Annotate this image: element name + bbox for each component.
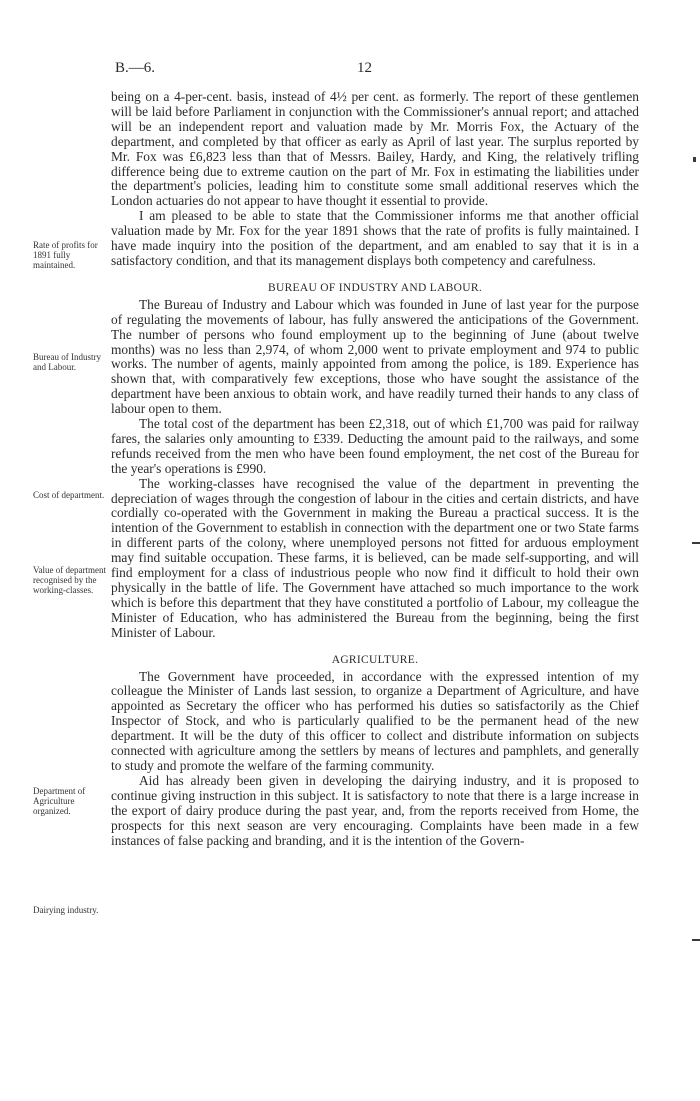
margin-note-bureau: Bureau of Industry and Labour. [33,352,101,372]
paragraph-agriculture: The Government have proceeded, in accordance with the expressed intention of my colleague the Minister of Lands last session, to organize a Department of Agriculture, and have appointed as Secretary the officer who has performed his duties so satisfactorily as the Chief Inspector of Stock, and who is particularly qualified to be the permanent head of the new department. It will be the duty of this officer to collect and distribute information on subjects connected with agriculture among the settlers by means of lectures and pamphlets, and generally to study and promote the welfare of the farming community. [111,668,639,773]
margin-note-dairying: Dairying industry. [33,905,99,915]
scan-artifact [693,157,696,162]
body-text [111,90,639,848]
running-header [115,60,635,80]
paragraph-bureau: The Bureau of Industry and Labour which was founded in June of last year for the purpose of regulating the movements of labour, has fully answered the anticipations of the Government. The number of persons who found employment up to the beginning of June (about twelve months) was no less than 2,974, of whom 2,000 went to private employment and 974 to public works. The number of agents, mainly appointed from among the police, is 189. Experience has shown that, with comparatively few exceptions, those who have sought the assistance of the department have been anxious to obtain work, and have readily turned their hands to any class of labour open to them. [111,296,639,417]
document-code: B.—6. [115,60,156,76]
paragraph-working-classes: The working-classes have recognised the value of the department in preventing the depreciation of wages through the congestion of labour in the cities and certain districts, and have cordially co-operated with the Government in making the Bureau a practical success. It is the intention of the Government to establish in connection with the department one or two State farms in different parts of the colony, where unemployed persons not fitted for arduous employment may find suitable occupation. These farms, it is believed, can be made self-supporting, and will find employment for a class of industrious people who now find it difficult to hold their own physically in the battle of life. The Government have attached so much importance to the work which is before this department that they have constituted a portfolio of Labour, my colleague the Minister of Education, who has administered the Bureau from the beginning, being the first Minister of Labour. [111,475,639,640]
paragraph-valuation: being on a 4-per-cent. basis, instead of 4½ per cent. as formerly. The report of these gentlemen will be laid before Parliament in conjunction with the Commissioner's annual report; and attached will be an independent report and valuation made by Mr. Morris Fox, the Actuary of the department, and completed by that officer as early as April of last year. The surplus reported by Mr. Fox was £6,823 less than that of Messrs. Bailey, Hardy, and King, the relatively trifling difference being due to extreme caution on the part of Mr. Fox in estimating the liabilities under the department's policies, leading him to constitute some small additional reserves which the London actuaries do not appear to have thought it essential to provide. [111,89,639,209]
scan-artifact [692,542,700,544]
margin-note-agriculture: Department of Agriculture organized. [33,786,86,816]
scan-artifact [692,939,700,941]
section-heading-bureau: BUREAU OF INDUSTRY AND LABOUR. [268,281,482,294]
paragraph-rate-of-profits: I am pleased to be able to state that the Commissioner informs me that another official valuation made by Mr. Fox for the year 1891 shows that the rate of profits is fully maintained. I have made inquiry into the position of the department, and am enabled to say that it is in a satisfactory condition, and that its management displays both competency and carefulness. [111,208,639,268]
paragraph-cost: The total cost of the department has been £2,318, out of which £1,700 was paid for railway fares, the salaries only amounting to £339. Deducting the amount paid to the railways, and some refunds received from the men who have been found employment, the net cost of the Bureau for the year's operations is £990. [111,416,639,476]
margin-note-value-recognised: Value of department recognised by the working-classes. [33,565,106,595]
page-number: 12 [357,60,372,76]
margin-note-rate-of-profits: Rate of profits for 1891 fully maintained. [33,240,98,270]
section-heading-agriculture: AGRICULTURE. [331,653,419,666]
margin-note-cost: Cost of department. [33,490,105,500]
paragraph-dairying: Aid has already been given in developing the dairying industry, and it is proposed to continue giving instruction in this subject. It is satisfactory to note that there is a large increase in the export of dairy produce during the past year, and, from the reports received from Home, the prospects for this next season are very encouraging. Complaints have been made in a few instances of false packing and branding, and it is the intention of the Govern- [111,772,639,848]
